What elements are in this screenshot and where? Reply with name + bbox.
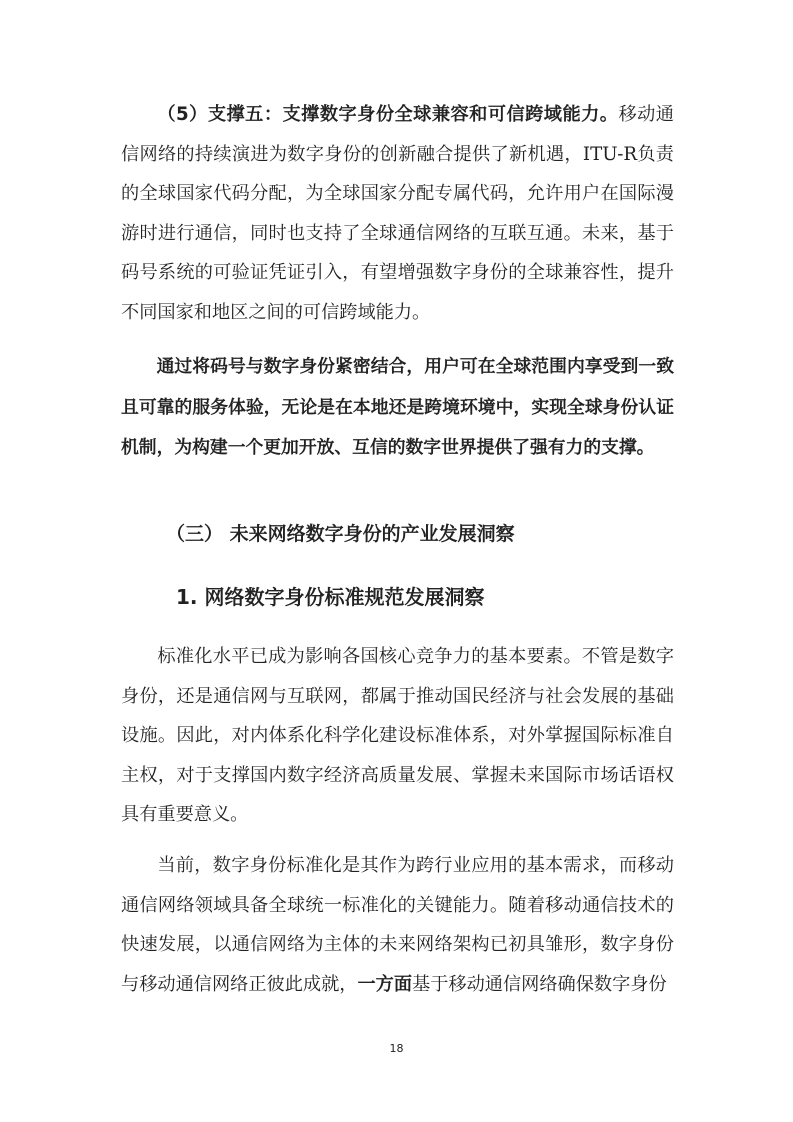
paragraph-emphasis: 一方面 [357, 973, 413, 995]
paragraph-summary: 通过将码号与数字身份紧密结合，用户可在全球范围内享受到一致且可靠的服务体验，无论是在本地还是跨境环境中，实现全球身份认证机制，为构建一个更加开放、互信的数字世界提供了强有力的支撑。 [121, 356, 674, 458]
page-number: 18 [389, 1042, 404, 1055]
section-heading: （三） 未来网络数字身份的产业发展洞察 [166, 523, 515, 545]
paragraph-support-five [121, 95, 674, 332]
paragraph-text-after: 基于移动通信网络确保数字身份 [412, 973, 667, 995]
paragraph-current [121, 846, 674, 1004]
paragraph-standardization: 标准化水平已成为影响各国核心竞争力的基本要素。不管是数字身份，还是通信网与互联网，都属于推动国民经济与社会发展的基础设施。因此，对内体系化科学化建设标准体系，对外掌握国际标准自主权，对于支撑国内数字经济高质量发展、掌握未来国际市场话语权具有重要意义。 [121, 646, 674, 825]
subsection-heading: 1. 网络数字身份标准规范发展洞察 [176, 585, 485, 609]
paragraph-lead: （5）支撑五：支撑数字身份全球兼容和可信跨域能力。 [157, 104, 619, 125]
paragraph-text: 移动通信网络的持续演进为数字身份的创新融合提供了新机遇，ITU-R负责的全球国家代码分配，为全球国家分配专属代码，允许用户在国际漫游时进行通信，同时也支持了全球通信网络的互联互通。未来，基于码号系统的可验证凭证引入，有望增强数字身份的全球兼容性，提升不同国家和地区之间的可信跨域能力。 [121, 104, 674, 323]
paragraph-text-before: 当前，数字身份标准化是其作为跨行业应用的基本需求，而移动通信网络领域具备全球统一标准化的关键能力。随着移动通信技术的快速发展，以通信网络为主体的未来网络架构已初具雏形，数字身份与移动通信网络正彼此成就， [121, 855, 674, 995]
